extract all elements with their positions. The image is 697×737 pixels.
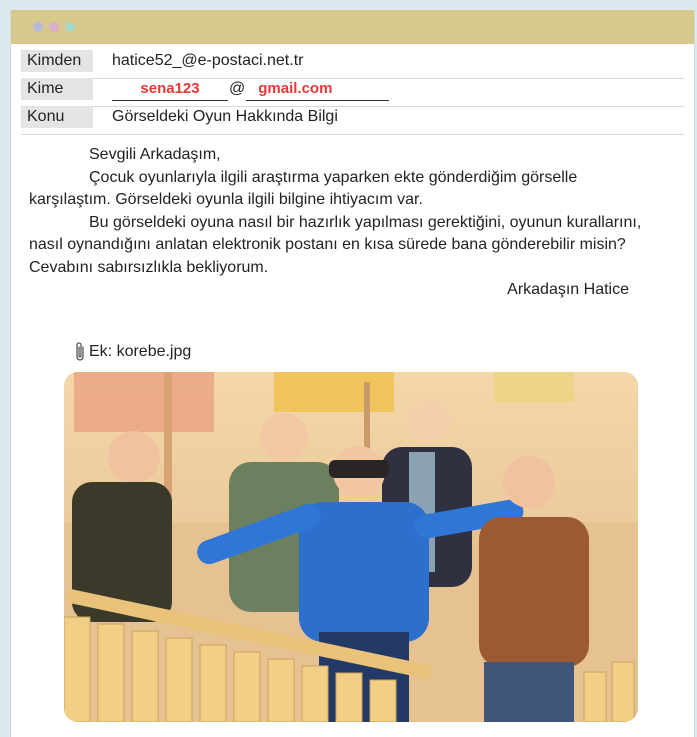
message-body[interactable] xyxy=(29,144,659,302)
window-dot-1[interactable] xyxy=(33,22,43,32)
window-dot-2[interactable] xyxy=(49,22,59,32)
message-signature: Arkadaşın Hatice xyxy=(507,281,629,298)
email-window xyxy=(10,10,695,737)
message-greeting: Sevgili Arkadaşım, xyxy=(89,146,221,163)
message-paragraph-2: Bu görseldeki oyuna nasıl bir hazırlık yapılması gerektiğini, oyunun kurallarını, nasıl oynandığını anlatan elektronik postanı en kısa sürede bana gönderebilir misin? Cevabını sabırsızlıkla bekliyorum. xyxy=(29,213,642,276)
subject-row xyxy=(21,106,684,128)
from-label: Kimden xyxy=(21,50,93,72)
subject-field[interactable]: Görseldeki Oyun Hakkında Bilgi xyxy=(112,108,338,125)
message-paragraph-1: Çocuk oyunlarıyla ilgili araştırma yaparken ekte gönderdiğim görselle karşılaştım. Görseldeki oyunla ilgili bilgine ihtiyacım var. xyxy=(29,168,578,208)
to-at-sign: @ xyxy=(229,80,246,97)
window-titlebar xyxy=(11,10,694,44)
from-row xyxy=(21,50,684,72)
subject-label: Konu xyxy=(21,106,93,128)
attachment-photo xyxy=(64,372,638,722)
playground-photo xyxy=(64,372,638,722)
to-field[interactable] xyxy=(112,78,389,100)
attachment-label[interactable]: Ek: korebe.jpg xyxy=(89,343,192,360)
divider xyxy=(21,134,684,135)
from-field[interactable]: hatice52_@e-postaci.net.tr xyxy=(112,52,304,69)
to-row xyxy=(21,78,684,100)
paperclip-icon xyxy=(73,341,87,363)
to-domain-part[interactable]: gmail.com xyxy=(246,80,389,101)
to-local-part[interactable]: sena123 xyxy=(112,80,228,101)
to-label: Kime xyxy=(21,78,93,100)
window-dot-3[interactable] xyxy=(65,22,75,32)
attachment[interactable] xyxy=(73,341,191,363)
